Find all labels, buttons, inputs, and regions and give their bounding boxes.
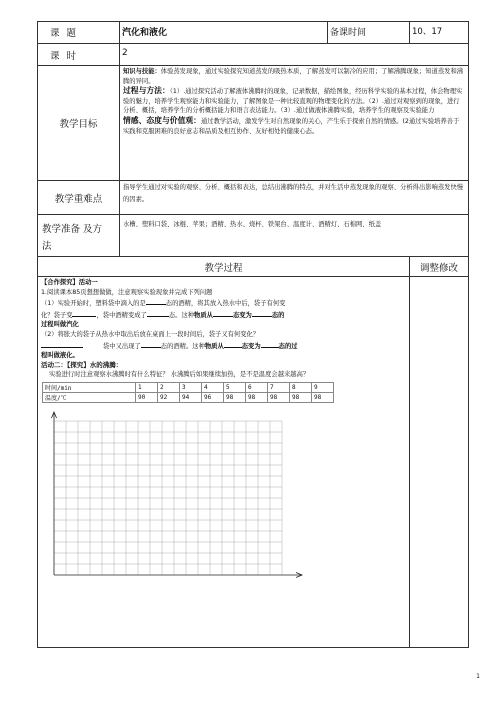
time-cell: 6 — [246, 382, 268, 392]
temperature-time-graph-grid — [42, 409, 332, 589]
process-header: 教学过程 — [38, 257, 410, 277]
activity2-question: 实验进行时注意观察水沸腾时有什么特征？ 水沸腾后如果继续加热，是不是温度会越来越高？ — [49, 371, 310, 379]
prep-text: 水槽、塑料口袋、冰棍、苹果；酒精、热水、烧杯、铁架台、温度计、酒精灯、石棉网、纸盖 — [120, 215, 469, 257]
goals-label: 教学目标 — [38, 66, 120, 181]
keypoints-label: 教学重难点 — [38, 181, 120, 215]
knowledge-title: 知识与技能： — [123, 68, 161, 75]
goals-content — [120, 66, 469, 181]
activity1-q2: （2）将胀大的袋子从热水中取出后放在桌面上一段时间后，袋子又有何变化？ — [41, 330, 260, 338]
temp-cell: 98 — [224, 392, 246, 402]
hours-label: 课 时 — [38, 44, 120, 66]
process-text: （1）.通过探究活动了解液体沸腾时的现象，记录数据，描绘图象，经历科学实验的基本过程，体会物理实验的魅力，培养学生观察能力和实验能力，了解图象是一种比较直观的物理变化的方法。（2）.通过对观察到的现象，进行分析、概括，培养学生的分析概括能力和语言表达能力。（3）.通过做液体沸腾实验，培养学生的观察及实验能力 — [123, 88, 463, 115]
activity-section — [38, 277, 409, 381]
temp-row-label: 温度/℃ — [43, 392, 136, 402]
temp-cell: 98 — [246, 392, 268, 402]
time-cell: 8 — [290, 382, 312, 392]
temp-cell: 94 — [180, 392, 202, 402]
prep-label-line1: 教学准备 及方 — [42, 224, 103, 235]
activity1-q1a: （1）实验开始时，塑料袋中滴入的是 态的酒精，将其放入热水中后，袋子有何变 — [41, 297, 406, 309]
activity1-q2c: 程叫做液化。 — [41, 352, 79, 360]
prep-label — [38, 215, 120, 257]
temp-cell: 98 — [268, 392, 290, 402]
prep-time-value: 10、17 — [410, 22, 469, 44]
adjust-column — [410, 277, 469, 648]
temp-cell: 98 — [312, 392, 334, 402]
activity1-q2b: 袋中又出现了 态的酒精。这种物质从 态变为 态的过 — [41, 340, 406, 352]
temp-cell: 90 — [136, 392, 158, 402]
topic-value: 汽化和液化 — [120, 22, 328, 44]
keypoints-text: 指导学生通过对实验的观察、分析、概括和表达，总结出沸腾的特点，并对生活中蒸发现象的观察、分析得出影响蒸发快慢的因素。 — [120, 181, 469, 215]
temp-cell: 92 — [158, 392, 180, 402]
knowledge-text: 体验蒸发现象，通过实验探究知道蒸发的吸热本质，了解蒸发可以制冷的应用；了解沸腾现象；知道蒸发和沸腾的异同。 — [123, 68, 464, 85]
emotion-title: 情感、态度与价值观： — [123, 115, 201, 125]
time-cell: 3 — [180, 382, 202, 392]
lesson-plan-table — [37, 21, 469, 648]
hours-value: 2 — [120, 44, 469, 66]
time-cell: 2 — [158, 382, 180, 392]
time-cell: 9 — [312, 382, 334, 392]
activity1-title: 【合作探究】活动一 — [41, 279, 98, 286]
time-cell: 5 — [224, 382, 246, 392]
emotion-text: 通过教学活动，激发学生对自然现象的关心，产生乐于探索自然的情感。(2通过实验培养善于实践和克服困难的良好意志和品质及相互协作、友好相处的健康心态。 — [123, 117, 460, 135]
time-cell: 7 — [268, 382, 290, 392]
time-row-label: 时间/min — [43, 382, 136, 392]
temp-cell: 98 — [290, 392, 312, 402]
process-content — [38, 277, 410, 648]
topic-label: 课 题 — [38, 22, 120, 44]
time-cell: 1 — [136, 382, 158, 392]
activity1-line1: 1.阅读课本85页想想做做，注意观察实验现象并完成下列问题 — [41, 288, 213, 296]
time-cell: 4 — [202, 382, 224, 392]
adjust-header: 调整修改 — [410, 257, 469, 277]
page-number: 1 — [476, 673, 480, 680]
activity2-title: 活动二：【探究】水的沸腾： — [41, 360, 123, 369]
process-title: 过程与方法： — [123, 86, 170, 96]
boiling-data-table — [42, 382, 334, 403]
temp-cell: 96 — [202, 392, 224, 402]
prep-label-line2: 法 — [42, 241, 52, 252]
prep-time-label: 备课时间 — [328, 22, 410, 44]
activity1-q1b: 化？袋子变 ，袋中酒精变成了 态。这种物质从 态变为 态的 — [41, 309, 406, 321]
activity1-q1c: 过程叫做汽化 — [41, 321, 79, 329]
